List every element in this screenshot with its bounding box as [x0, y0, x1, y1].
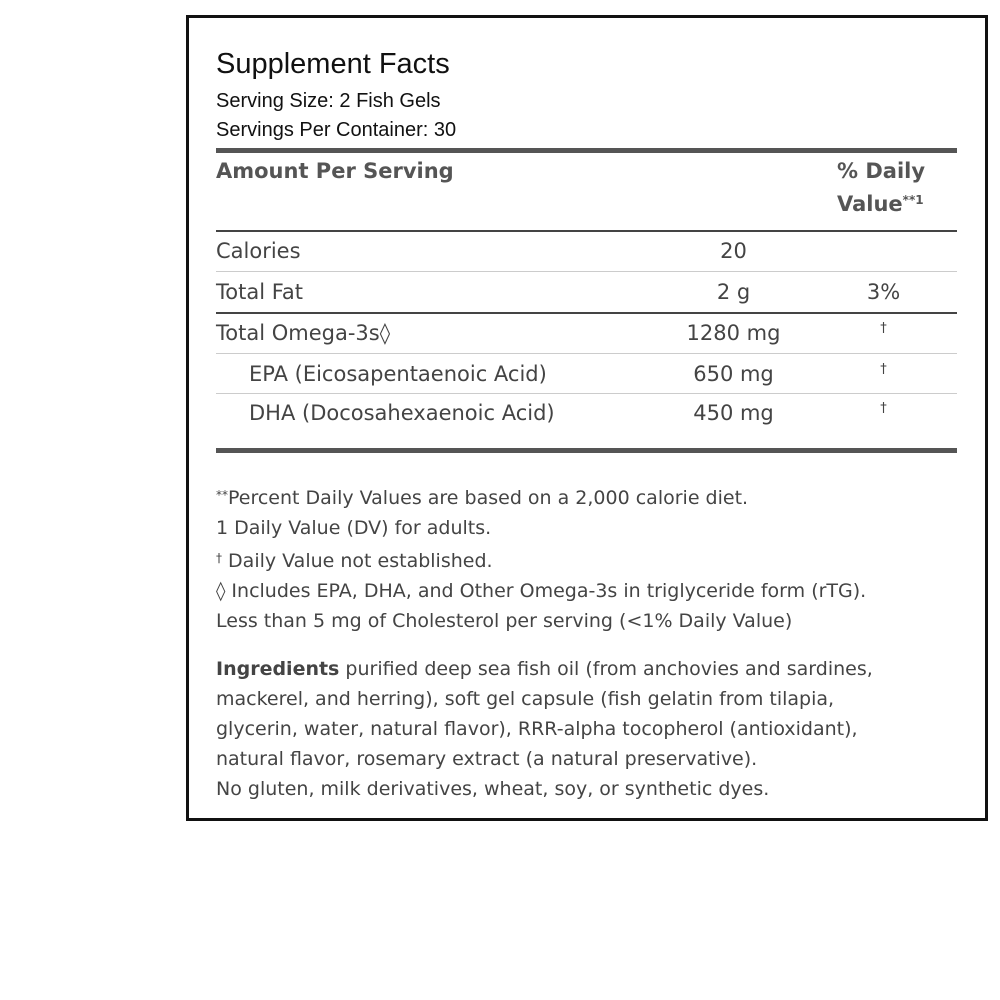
footnote-symbol: †	[216, 551, 222, 565]
header-divider	[216, 148, 957, 153]
daily-value-header-line1: % Daily	[837, 159, 926, 183]
nutrient-amount: 1280 mg	[686, 321, 781, 345]
ingredients-line: glycerin, water, natural flavor), RRR-alpha tocopherol (antioxidant),	[216, 718, 858, 740]
footnote-line	[216, 543, 866, 576]
footnote-text: Daily Value not established.	[222, 550, 493, 572]
nutrient-daily-value: †	[880, 401, 887, 416]
footnote-symbol: **	[216, 488, 228, 502]
nutrient-amount: 650 mg	[693, 362, 774, 386]
footnote-line	[216, 576, 866, 606]
ingredients-text: purified deep sea fish oil (from anchovies and sardines,	[339, 658, 873, 680]
nutrient-amount: 2 g	[716, 280, 751, 304]
daily-value-header-text: Value	[837, 192, 903, 216]
amount-per-serving-header: Amount Per Serving	[216, 159, 454, 183]
ingredients-line: mackerel, and herring), soft gel capsule (fish gelatin from tilapia,	[216, 688, 835, 710]
nutrient-name: Calories	[216, 239, 301, 263]
nutrient-daily-value: †	[880, 321, 887, 336]
nutrient-daily-value: †	[880, 362, 887, 377]
footnote-line	[216, 513, 866, 543]
nutrient-amount: 20	[720, 239, 747, 263]
footnote-text: 1 Daily Value (DV) for adults.	[216, 517, 492, 539]
table-row	[216, 393, 957, 433]
footnote-line	[216, 480, 866, 513]
daily-value-header-line2	[837, 192, 924, 216]
ingredients-label: Ingredients	[216, 658, 340, 680]
nutrient-name: DHA (Docosahexaenoic Acid)	[249, 401, 555, 425]
nutrient-name: Total Fat	[216, 280, 303, 304]
ingredients-line: No gluten, milk derivatives, wheat, soy, or synthetic dyes.	[216, 778, 770, 800]
footnotes	[216, 480, 866, 636]
footnote-text: Percent Daily Values are based on a 2,000 calorie diet.	[228, 487, 749, 509]
nutrient-amount: 450 mg	[693, 401, 774, 425]
ingredients-block	[216, 654, 873, 804]
nutrient-name: EPA (Eicosapentaenoic Acid)	[249, 362, 547, 386]
table-row	[216, 354, 957, 394]
footnote-text: Less than 5 mg of Cholesterol per serving (<1% Daily Value)	[216, 610, 793, 632]
footnote-line	[216, 606, 866, 636]
table-bottom-divider	[216, 448, 957, 453]
ingredients-line: natural flavor, rosemary extract (a natural preservative).	[216, 748, 758, 770]
nutrient-daily-value: 3%	[866, 280, 901, 304]
table-row	[216, 272, 957, 312]
nutrient-name: Total Omega-3s◊	[216, 321, 391, 345]
supplement-facts-label	[186, 15, 988, 821]
serving-size: Serving Size: 2 Fish Gels	[216, 90, 441, 112]
ingredients-line	[216, 654, 873, 684]
table-row	[216, 313, 957, 353]
footnote-text: ◊ Includes EPA, DHA, and Other Omega-3s in triglyceride form (rTG).	[216, 580, 867, 602]
table-row	[216, 231, 957, 271]
servings-per-container: Servings Per Container: 30	[216, 119, 457, 141]
label-title: Supplement Facts	[216, 48, 450, 80]
daily-value-header-marks: **1	[902, 193, 924, 207]
